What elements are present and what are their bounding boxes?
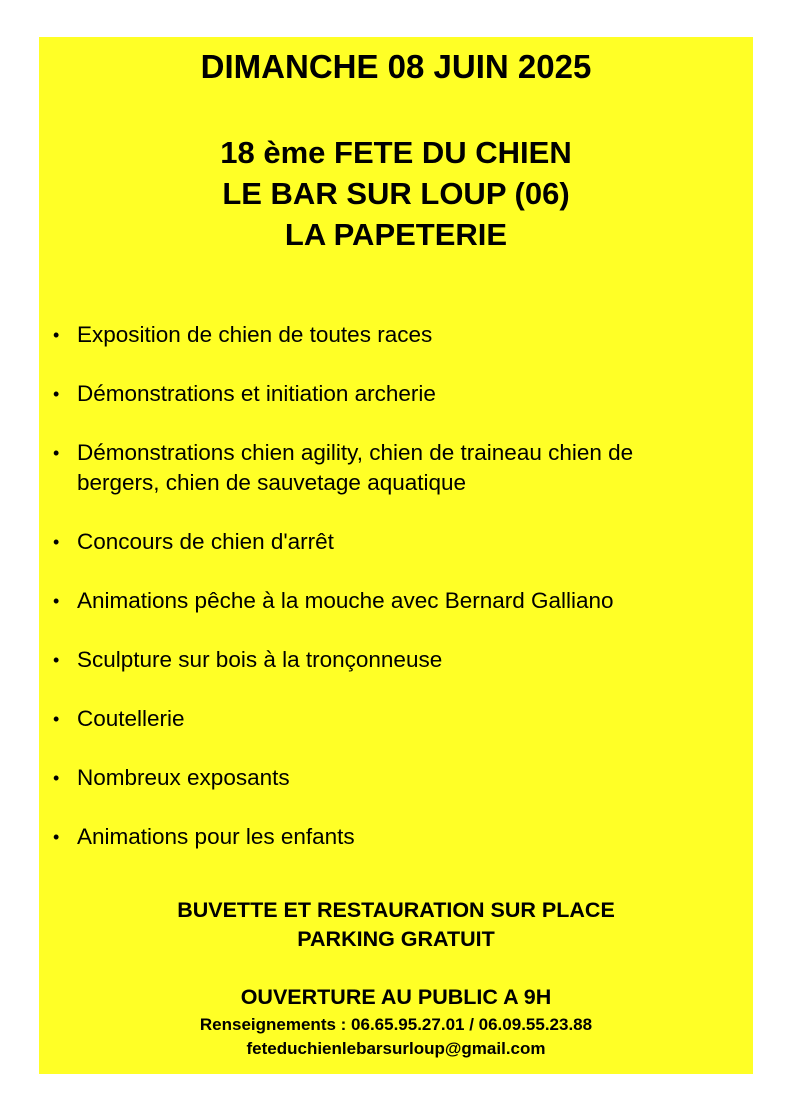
bullet-icon: • [53, 827, 60, 847]
bullet-icon: • [53, 709, 60, 729]
list-item [53, 438, 743, 498]
activity-text: Sculpture sur bois à la tronçonneuse [77, 647, 443, 672]
list-item [53, 645, 743, 675]
event-title [39, 132, 753, 255]
activity-text-line: Démonstrations chien agility, chien de traineau chien de [77, 440, 634, 465]
opening-time: OUVERTURE AU PUBLIC A 9H [240, 985, 552, 1009]
bullet-icon: • [53, 443, 60, 463]
activity-text: Coutellerie [77, 706, 185, 731]
title-line-venue: LA PAPETERIE [284, 217, 508, 252]
services-info [39, 896, 753, 954]
list-item [53, 822, 743, 852]
parking-notice: PARKING GRATUIT [297, 927, 495, 951]
title-line-edition: 18 ème FETE DU CHIEN [220, 135, 572, 170]
bullet-icon: • [53, 532, 60, 552]
list-item [53, 527, 743, 557]
activity-text: Démonstrations et initiation archerie [77, 381, 436, 406]
list-item [53, 320, 743, 350]
bullet-icon: • [53, 325, 60, 345]
activity-text-line: bergers, chien de sauvetage aquatique [77, 470, 467, 495]
email-address: feteduchienlebarsurloup@gmail.com [246, 1039, 546, 1058]
list-item [53, 586, 743, 616]
phone-numbers: Renseignements : 06.65.95.27.01 / 06.09.55.23.88 [199, 1015, 593, 1034]
title-line-location: LE BAR SUR LOUP (06) [222, 176, 570, 211]
activity-text: Exposition de chien de toutes races [77, 322, 433, 347]
list-item [53, 704, 743, 734]
refreshments-notice: BUVETTE ET RESTAURATION SUR PLACE [177, 898, 615, 922]
activity-list [53, 320, 743, 881]
activity-text: Animations pour les enfants [77, 824, 355, 849]
activity-text: Animations pêche à la mouche avec Bernard Galliano [77, 588, 614, 613]
activity-text: Concours de chien d'arrêt [77, 529, 334, 554]
list-item [53, 763, 743, 793]
bullet-icon: • [53, 768, 60, 788]
bullet-icon: • [53, 650, 60, 670]
list-item [53, 379, 743, 409]
event-poster [39, 37, 753, 1074]
contact-info [39, 1013, 753, 1061]
event-date: DIMANCHE 08 JUIN 2025 [200, 48, 592, 85]
bullet-icon: • [53, 384, 60, 404]
bullet-icon: • [53, 591, 60, 611]
activity-text: Nombreux exposants [77, 765, 290, 790]
